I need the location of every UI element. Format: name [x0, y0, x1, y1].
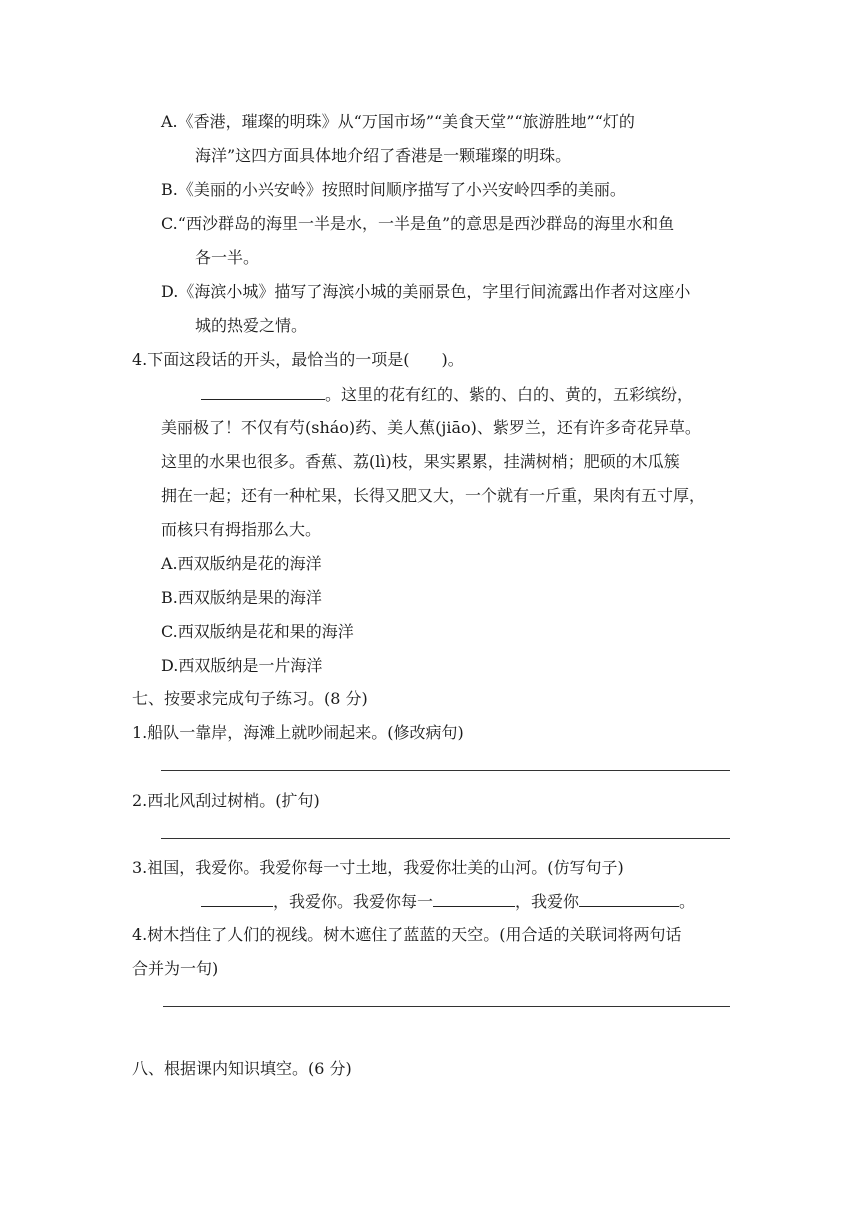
- section7-q1-answer-line[interactable]: [161, 770, 730, 771]
- q4-option-c: C.西双版纳是花和果的海洋: [161, 622, 354, 641]
- section7-q2-answer-line[interactable]: [161, 838, 730, 839]
- q4-passage-line1: [161, 383, 693, 406]
- q3-option-d-line1: D.《海滨小城》描写了海滨小城的美丽景色，字里行间流露出作者对这座小: [161, 282, 691, 301]
- q3-fill-blank-2[interactable]: [433, 890, 515, 907]
- q4-answer-blank[interactable]: [201, 383, 325, 400]
- q3-option-a-line1: A.《香港，璀璨的明珠》从“万国市场”“美食天堂”“旅游胜地”“灯的: [161, 112, 635, 131]
- q4-option-a: A.西双版纳是花的海洋: [161, 554, 322, 573]
- q4-passage-line2: 美丽极了！不仅有芍(sháo)药、美人蕉(jiāo)、紫罗兰，还有许多奇花异草。: [161, 418, 701, 437]
- q3-option-a-line2: 海洋”这四方面具体地介绍了香港是一颗璀璨的明珠。: [195, 146, 572, 165]
- q4-passage-line5: 而核只有拇指那么大。: [161, 520, 322, 539]
- section7-q2: 2.西北风刮过树梢。(扩句): [132, 791, 320, 810]
- q3-fill-text-2: ，我爱你: [515, 892, 580, 911]
- section7-q4-line1: 4.树木挡住了人们的视线。树木遮住了蓝蓝的天空。(用合适的关联词将两句话: [132, 925, 682, 944]
- q4-passage-line4: 拥在一起；还有一种杧果，长得又肥又大，一个就有一斤重，果肉有五寸厚，: [161, 486, 706, 505]
- section7-q4-answer-line[interactable]: [163, 1006, 730, 1007]
- q3-fill-text-end: 。: [679, 892, 696, 911]
- section7-q3-fill-line: [161, 890, 695, 913]
- section7-q1: 1.船队一靠岸，海滩上就吵闹起来。(修改病句): [132, 723, 464, 742]
- q4-option-b: B.西双版纳是果的海洋: [161, 588, 322, 607]
- section7-q4-line2: 合并为一句): [132, 959, 219, 978]
- q4-passage-line1-text: 。这里的花有红的、紫的、白的、黄的，五彩缤纷，: [325, 385, 694, 404]
- q4-stem: 4.下面这段话的开头，最恰当的一项是( )。: [132, 350, 464, 369]
- section7-q3: 3.祖国，我爱你。我爱你每一寸土地，我爱你壮美的山河。(仿写句子): [132, 858, 624, 877]
- q3-option-d-line2: 城的热爱之情。: [195, 316, 308, 335]
- q3-option-c-line1: C.“西沙群岛的海里一半是水，一半是鱼”的意思是西沙群岛的海里水和鱼: [161, 214, 675, 233]
- q3-fill-blank-3[interactable]: [579, 890, 679, 907]
- q3-fill-text-1: ，我爱你。我爱你每一: [273, 892, 434, 911]
- section8-heading: 八、根据课内知识填空。(6 分): [132, 1059, 352, 1078]
- q3-fill-blank-1[interactable]: [201, 890, 273, 907]
- q4-passage-line3: 这里的水果也很多。香蕉、荔(lì)枝，果实累累，挂满树梢；肥硕的木瓜簇: [161, 452, 680, 471]
- q4-option-d: D.西双版纳是一片海洋: [161, 656, 323, 675]
- q3-option-b: B.《美丽的小兴安岭》按照时间顺序描写了小兴安岭四季的美丽。: [161, 180, 626, 199]
- section7-heading: 七、按要求完成句子练习。(8 分): [132, 689, 368, 708]
- q3-option-c-line2: 各一半。: [195, 248, 260, 267]
